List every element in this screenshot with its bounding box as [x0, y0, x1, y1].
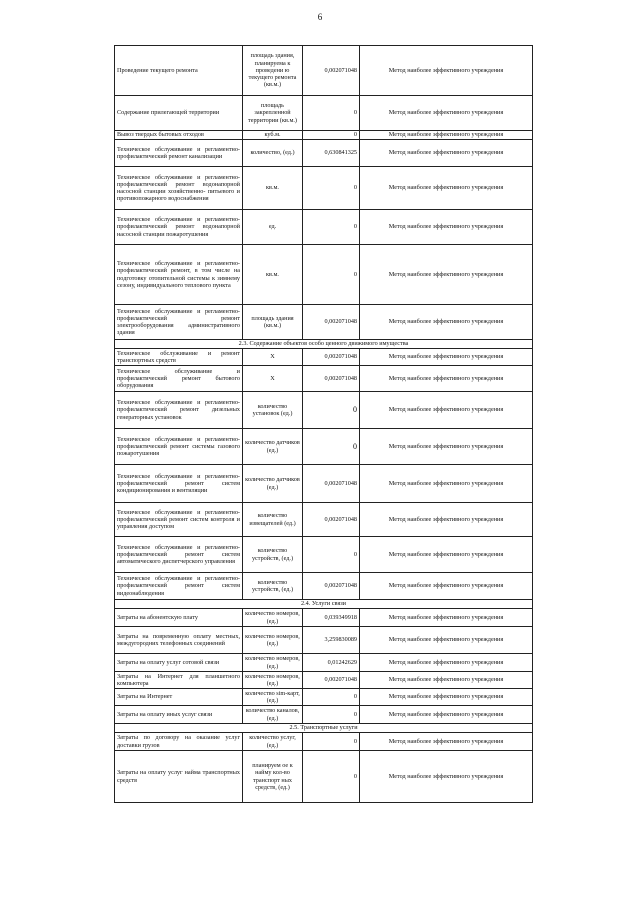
cost-item-name: Затраты на оплату услуг найма транспортных средств	[115, 751, 243, 803]
unit-of-measure: площадь закрепленной территории (кв.м.)	[243, 96, 303, 131]
cost-item-name: Техническое обслуживание и регламентно- профилактический ремонт систем видеонаблюдения	[115, 573, 243, 600]
cost-item-name: Содержание прилегающей территории	[115, 96, 243, 131]
cost-item-name: Затраты на повременную оплату местных, междугородних телефонных соединений	[115, 627, 243, 654]
table-row	[115, 537, 533, 573]
calculation-method: Метод наиболее эффективного учреждения	[360, 627, 533, 654]
calculation-method: Метод наиболее эффективного учреждения	[360, 465, 533, 503]
table-row	[115, 140, 533, 167]
cost-item-name: Техническое обслуживание и профилактический ремонт бытового оборудования	[115, 366, 243, 392]
calculation-method: Метод наиболее эффективного учреждения	[360, 672, 533, 689]
unit-of-measure: кв.м.	[243, 167, 303, 210]
calculation-method: Метод наиболее эффективного учреждения	[360, 131, 533, 140]
unit-of-measure: количество извещателей (ед.)	[243, 503, 303, 537]
calculation-method: Метод наиболее эффективного учреждения	[360, 392, 533, 429]
calculation-method: Метод наиболее эффективного учреждения	[360, 305, 533, 340]
table-row	[115, 609, 533, 627]
cost-item-name: Техническое обслуживание и регламентно-профилактический ремонт системы газового пожаротушения	[115, 429, 243, 465]
section-title: 2.4. Услуги связи	[115, 600, 533, 609]
table-row	[115, 392, 533, 429]
cost-item-name: Техническое обслуживание и регламентно- профилактический ремонт канализации	[115, 140, 243, 167]
table-row	[115, 349, 533, 366]
unit-of-measure: количество sim-карт, (ед.)	[243, 689, 303, 706]
norm-value: 0	[303, 706, 360, 724]
table-row	[115, 654, 533, 672]
norm-value: 0	[303, 537, 360, 573]
calculation-method: Метод наиболее эффективного учреждения	[360, 573, 533, 600]
table-row	[115, 366, 533, 392]
calculation-method: Метод наиболее эффективного учреждения	[360, 609, 533, 627]
calculation-method: Метод наиболее эффективного учреждения	[360, 349, 533, 366]
cost-item-name: Затраты на Интернет для планшетного компьютера	[115, 672, 243, 689]
norm-value: 0,002071048	[303, 465, 360, 503]
unit-of-measure: кв.м.	[243, 245, 303, 305]
cost-item-name: Техническое обслуживание и регламентно-профилактический ремонт электрооборудования административного здания	[115, 305, 243, 340]
cost-item-name: Техническое обслуживание и регламентно- профилактический ремонт систем автоматического диспетчерского управления	[115, 537, 243, 573]
calculation-method: Метод наиболее эффективного учреждения	[360, 366, 533, 392]
table-row	[115, 573, 533, 600]
cost-item-name: Затраты по договору на оказание услуг доставки грузов	[115, 733, 243, 751]
table-row	[115, 96, 533, 131]
norm-value: 0	[303, 733, 360, 751]
norm-value: 0	[303, 96, 360, 131]
unit-of-measure: площадь здания (кв.м.)	[243, 305, 303, 340]
cost-item-name: Техническое обслуживание и регламентно-профилактический ремонт дизельных генераторных установок	[115, 392, 243, 429]
table-row	[115, 167, 533, 210]
norm-value: 0,002071048	[303, 503, 360, 537]
page-number: 6	[317, 12, 323, 22]
norm-value: 0	[303, 689, 360, 706]
unit-of-measure: количество номеров, (ед.)	[243, 627, 303, 654]
section-title: 2.3. Содержание объектов особо ценного движимого имущества	[115, 340, 533, 349]
section-header-row	[115, 724, 533, 733]
norms-table	[114, 45, 533, 803]
calculation-method: Метод наиболее эффективного учреждения	[360, 245, 533, 305]
norm-value: 0	[303, 167, 360, 210]
unit-of-measure: количество устройств, (ед.)	[243, 573, 303, 600]
norm-value: 0	[303, 210, 360, 245]
table-row	[115, 131, 533, 140]
calculation-method: Метод наиболее эффективного учреждения	[360, 167, 533, 210]
unit-of-measure: количество каналов, (ед.)	[243, 706, 303, 724]
norm-value: 0	[303, 751, 360, 803]
norm-value: 0	[303, 131, 360, 140]
norm-value: 0,002071048	[303, 305, 360, 340]
norm-value: 0	[303, 392, 360, 429]
norm-value: 0,630841325	[303, 140, 360, 167]
norm-value: 3,259830089	[303, 627, 360, 654]
section-header-row	[115, 340, 533, 349]
unit-of-measure: количество датчиков (ед.)	[243, 465, 303, 503]
table-row	[115, 706, 533, 724]
calculation-method: Метод наиболее эффективного учреждения	[360, 140, 533, 167]
section-title: 2.5. Транспортные услуги	[115, 724, 533, 733]
table-row	[115, 46, 533, 96]
cost-item-name: Затраты на абонентскую плату	[115, 609, 243, 627]
calculation-method: Метод наиболее эффективного учреждения	[360, 503, 533, 537]
cost-item-name: Затраты на оплату услуг сотовой связи	[115, 654, 243, 672]
cost-item-name: Техническое обслуживание и регламентно- профилактический ремонт водонапорной насосной станции пожаротушения	[115, 210, 243, 245]
cost-item-name: Техническое обслуживание и регламентно- профилактический ремонт, в том числе на подготовку отопительной системы к зимнему сезону, индивидуального теплового пункта	[115, 245, 243, 305]
cost-item-name: Проведение текущего ремонта	[115, 46, 243, 96]
cost-item-name: Техническое обслуживание и регламентно-профилактический ремонт водонапорной насосной станции хозяйственно- питьевого и противопожарного водоснабжения	[115, 167, 243, 210]
unit-of-measure: куб.м.	[243, 131, 303, 140]
unit-of-measure: количество установок (ед.)	[243, 392, 303, 429]
norm-value: 0,002071048	[303, 349, 360, 366]
cost-item-name: Техническое обслуживание и регламентно-профилактический ремонт систем кондиционирования и вентиляции	[115, 465, 243, 503]
table-body	[115, 46, 533, 803]
table-row	[115, 672, 533, 689]
calculation-method: Метод наиболее эффективного учреждения	[360, 46, 533, 96]
norm-value: 0,002071048	[303, 366, 360, 392]
norm-value: 0,002071048	[303, 46, 360, 96]
table-row	[115, 305, 533, 340]
unit-of-measure: количество номеров, (ед.)	[243, 672, 303, 689]
unit-of-measure: количество, (ед.)	[243, 140, 303, 167]
table-row	[115, 689, 533, 706]
norm-value: 0	[303, 429, 360, 465]
table-row	[115, 733, 533, 751]
unit-of-measure: площадь здания, планируема к проведени ю текущего ремонта (кв.м.)	[243, 46, 303, 96]
calculation-method: Метод наиболее эффективного учреждения	[360, 537, 533, 573]
unit-of-measure: количество номеров, (ед.)	[243, 654, 303, 672]
calculation-method: Метод наиболее эффективного учреждения	[360, 751, 533, 803]
calculation-method: Метод наиболее эффективного учреждения	[360, 689, 533, 706]
norm-value: 0,002071048	[303, 672, 360, 689]
cost-item-name: Техническое обслуживание и ремонт транспортных средств	[115, 349, 243, 366]
norm-value: 0,01242629	[303, 654, 360, 672]
cost-item-name: Затраты на Интернет	[115, 689, 243, 706]
unit-of-measure: количество номеров, (ед.)	[243, 609, 303, 627]
cost-item-name: Вывоз твердых бытовых отходов	[115, 131, 243, 140]
unit-of-measure: ед.	[243, 210, 303, 245]
unit-of-measure: количество датчиков (ед.)	[243, 429, 303, 465]
norm-value: 0	[303, 245, 360, 305]
norm-value: 0,002071048	[303, 573, 360, 600]
calculation-method: Метод наиболее эффективного учреждения	[360, 429, 533, 465]
table-row	[115, 429, 533, 465]
cost-item-name: Техническое обслуживание и регламентно- профилактический ремонт систем контроля и управления доступом	[115, 503, 243, 537]
table-row	[115, 751, 533, 803]
unit-of-measure: количество устройств, (ед.)	[243, 537, 303, 573]
calculation-method: Метод наиболее эффективного учреждения	[360, 733, 533, 751]
cost-item-name: Затраты на оплату иных услуг связи	[115, 706, 243, 724]
table-row	[115, 210, 533, 245]
table-row	[115, 465, 533, 503]
table-row	[115, 245, 533, 305]
table-row	[115, 503, 533, 537]
calculation-method: Метод наиболее эффективного учреждения	[360, 210, 533, 245]
norm-value: 0,039349918	[303, 609, 360, 627]
unit-of-measure: Х	[243, 349, 303, 366]
unit-of-measure: количество услуг, (ед.)	[243, 733, 303, 751]
calculation-method: Метод наиболее эффективного учреждения	[360, 706, 533, 724]
table-row	[115, 627, 533, 654]
section-header-row	[115, 600, 533, 609]
calculation-method: Метод наиболее эффективного учреждения	[360, 654, 533, 672]
unit-of-measure: планируем ое к найму кол-во транспорт ных средств, (ед.)	[243, 751, 303, 803]
unit-of-measure: Х	[243, 366, 303, 392]
calculation-method: Метод наиболее эффективного учреждения	[360, 96, 533, 131]
